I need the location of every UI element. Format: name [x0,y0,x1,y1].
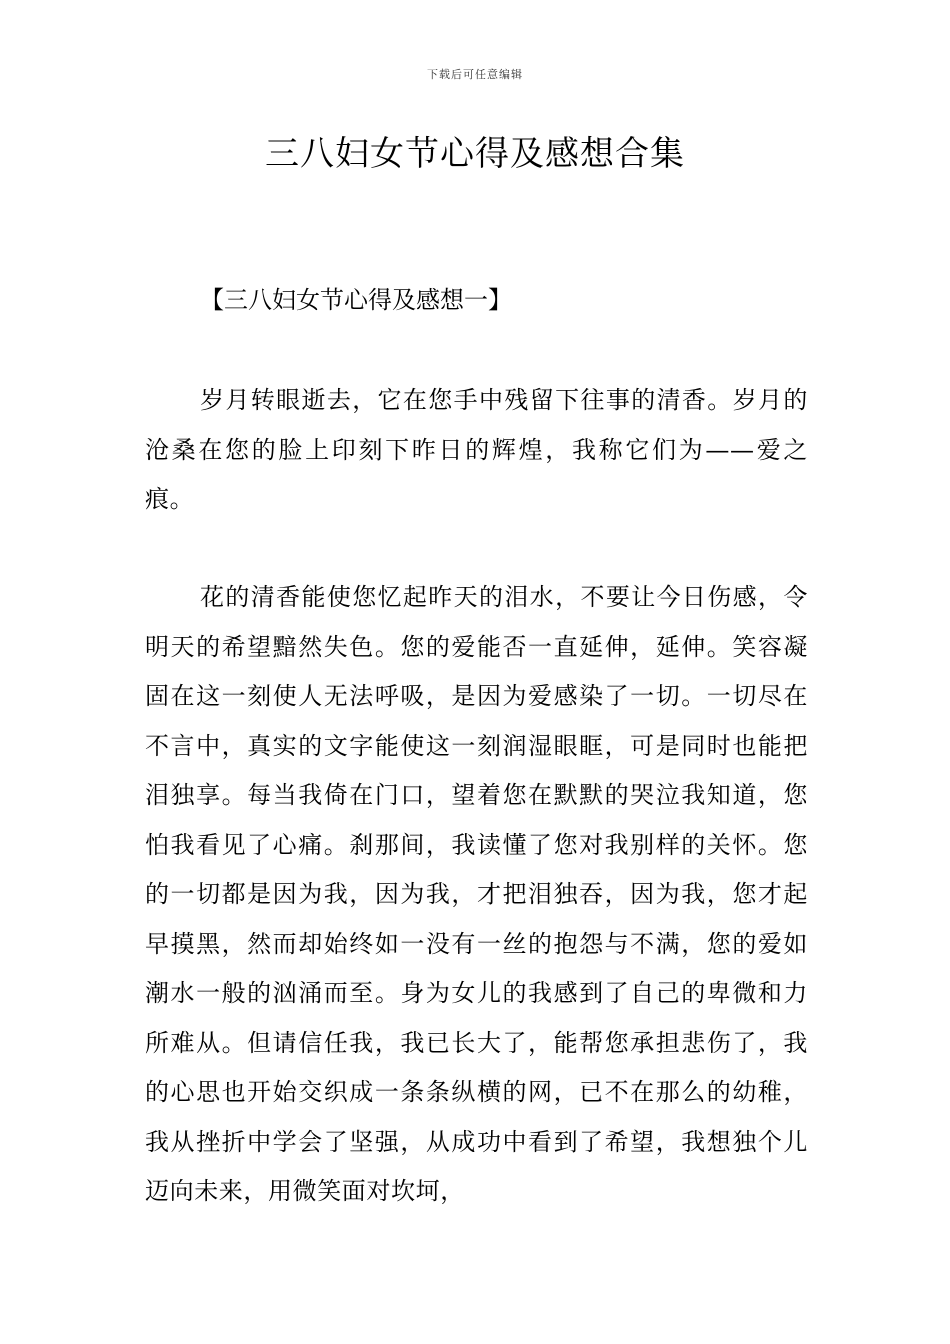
paragraph-1: 岁月转眼逝去，它在您手中残留下往事的清香。岁月的沧桑在您的脸上印刻下昨日的辉煌，我称它们为——爱之痕。 [145,386,808,513]
header-note: 下载后可任意编辑 [427,68,523,81]
section-heading: 【三八妇女节心得及感想一】 [200,286,512,314]
paragraph-2: 花的清香能使您忆起昨天的泪水，不要让今日伤感，令明天的希望黯然失色。您的爱能否一直延伸，延伸。笑容凝固在这一刻使人无法呼吸，是因为爱感染了一切。一切尽在不言中，真实的文字能使这一刻润湿眼眶，可是同时也能把泪独享。每当我倚在门口，望着您在默默的哭泣我知道，您怕我看见了心痛。刹那间，我读懂了您对我别样的关怀。您的一切都是因为我，因为我，才把泪独吞，因为我，您才起早摸黑，然而却始终如一没有一丝的抱怨与不满，您的爱如潮水一般的汹涌而至。身为女儿的我感到了自己的卑微和力所难从。但请信任我，我已长大了，能帮您承担悲伤了，我的心思也开始交织成一条条纵横的网，已不在那么的幼稚，我从挫折中学会了坚强，从成功中看到了希望，我想独个儿迈向未来，用微笑面对坎坷， [145,583,808,1205]
page-title: 三八妇女节心得及感想合集 [265,134,685,174]
